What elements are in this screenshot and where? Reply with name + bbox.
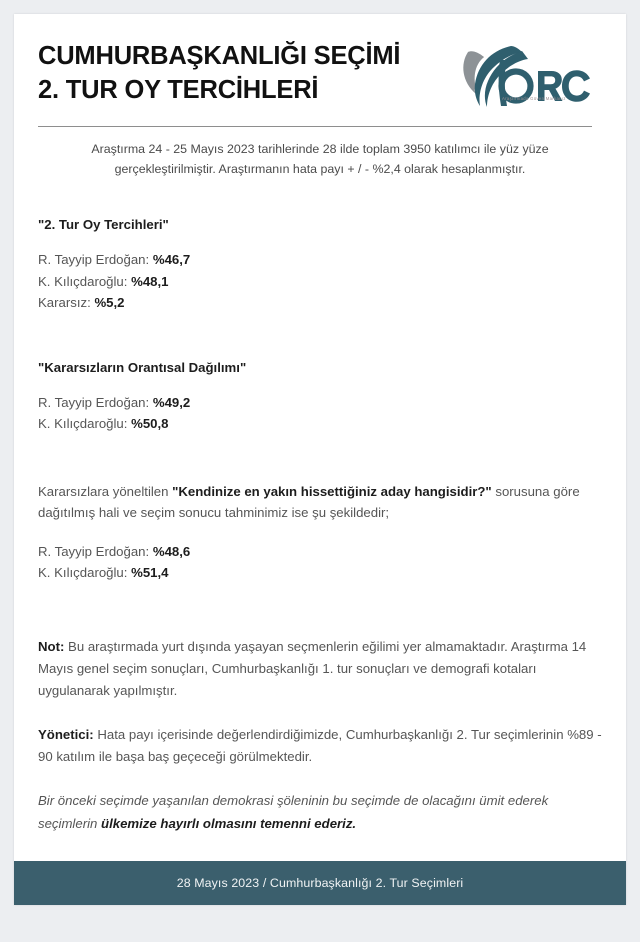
note-label: Not:	[38, 638, 65, 654]
card-body	[14, 14, 626, 835]
candidate-value: %49,2	[152, 394, 191, 410]
candidate-value: %48,6	[152, 543, 191, 559]
methodology-note: Araştırma 24 - 25 Mayıs 2023 tarihlerinde 28 ilde toplam 3950 katılımcı ile yüz yüze gerçekleştirilmiştir. Araştırmanın hata payı + / - %2,4 olarak hesaplanmıştır.	[91, 142, 549, 177]
result-list-second	[38, 392, 602, 435]
candidate-label: Kararsız:	[38, 295, 95, 311]
footer-text: 28 Mayıs 2023 / Cumhurbaşkanlığı 2. Tur Seçimleri	[176, 876, 464, 890]
question-bold: "Kendinize en yakın hissettiğiniz aday hangisidir?"	[172, 483, 492, 499]
result-row	[38, 413, 602, 435]
result-list-first	[38, 249, 602, 314]
closing-bold: ülkemize hayırlı olmasını temenni ederiz.	[101, 815, 357, 831]
report-header	[38, 38, 602, 112]
title-line-1: CUMHURBAŞKANLIĞI SEÇİMİ	[38, 42, 401, 70]
candidate-value: %48,1	[131, 273, 169, 289]
result-list-third	[38, 541, 602, 584]
note-paragraph	[38, 636, 602, 703]
undecided-question-paragraph	[38, 481, 602, 524]
closing-paragraph	[38, 790, 602, 834]
section-heading-second: "Kararsızların Orantısal Dağılımı"	[38, 359, 247, 375]
section-heading-first: "2. Tur Oy Tercihleri"	[38, 217, 169, 233]
report-card	[14, 14, 626, 905]
candidate-label: K. Kılıçdaroğlu:	[38, 273, 132, 289]
notes-block	[38, 636, 602, 835]
candidate-value: %5,2	[94, 295, 125, 311]
candidate-label: R. Tayyip Erdoğan:	[38, 252, 153, 268]
note-text: Bu araştırmada yurt dışında yaşayan seçmenlerin eğilimi yer almamaktadır. Araştırma 14 Mayıs genel seçim sonuçları, Cumhurbaşkanlığı 1. tur sonuçları ve demografi kotaları uygulanarak yapılmıştır.	[38, 638, 587, 698]
title-line-2: 2. TUR OY TERCİHLERİ	[38, 75, 319, 104]
result-row	[38, 392, 602, 414]
footer-bar	[14, 861, 626, 905]
candidate-label: K. Kılıçdaroğlu:	[38, 565, 132, 581]
question-suffix: sorusuna göre dağıtılmış hali ve seçim sonucu tahminimiz ise şu şekildedir;	[38, 483, 580, 521]
candidate-label: R. Tayyip Erdoğan:	[38, 394, 153, 410]
orc-logo	[454, 40, 596, 112]
result-row	[38, 271, 602, 293]
candidate-value: %51,4	[131, 565, 169, 581]
manager-paragraph	[38, 724, 602, 768]
result-row	[38, 541, 602, 563]
result-row	[38, 249, 602, 271]
result-row	[38, 292, 602, 314]
candidate-label: K. Kılıçdaroğlu:	[38, 416, 132, 432]
candidate-value: %50,8	[131, 416, 169, 432]
page-title	[38, 38, 400, 108]
closing-text: Bir önceki seçimde yaşanılan demokrasi şöleninin bu seçimde de olacağını ümit ederek seçimlerin	[38, 793, 549, 831]
manager-label: Yönetici:	[38, 727, 94, 743]
header-divider	[38, 126, 592, 127]
orc-swoosh-icon	[454, 40, 596, 112]
logo-tagline: Araştırmada Güven Markanız	[502, 96, 566, 101]
manager-text: Hata payı içerisinde değerlendirdiğimizde, Cumhurbaşkanlığı 2. Tur seçimlerinin %89 - 90 katılım ile başa baş geçeceği görülmektedir.	[38, 727, 602, 765]
candidate-value: %46,7	[152, 252, 191, 268]
result-row	[38, 562, 602, 584]
candidate-label: R. Tayyip Erdoğan:	[38, 543, 153, 559]
question-prefix: Kararsızlara yöneltilen	[38, 483, 173, 499]
